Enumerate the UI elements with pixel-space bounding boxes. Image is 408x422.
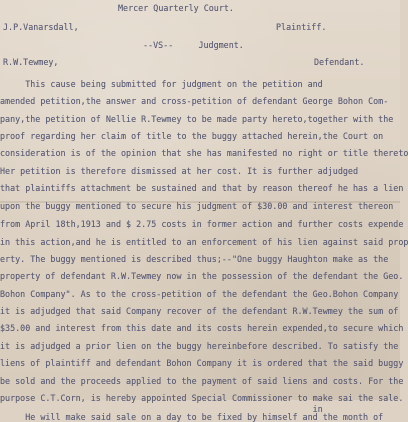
- body-line: purpose C.T.Corn, is hereby appointed Special Commissioner to make sai the sale.: [0, 393, 404, 403]
- court-title: Mercer Quarterly Court.: [118, 3, 234, 13]
- body-line: property of defendant R.W.Tewmey now in the possession of the defendant the Geo.: [0, 271, 404, 281]
- body-line: from April 18th,1913 and $ 2.75 costs in former action and further costs expende: [0, 219, 404, 229]
- defendant-label: Defendant.: [314, 57, 365, 67]
- body-line: proof regarding her claim of title to the buggy attached herein,the Court on: [0, 131, 384, 141]
- body-line: This cause being submitted for judgment on the petition and: [0, 79, 323, 89]
- body-line: amended petition,the answer and cross-petition of defendant George Bohon Com-: [0, 96, 389, 106]
- body-line: it is adjudged that said Company recover of the defendant R.W.Tewmey the sum of: [0, 306, 399, 316]
- body-line: it is adjudged a prior lien on the buggy hereinbefore described. To satisfy the: [0, 341, 399, 351]
- body-line: consideration is of the opinion that she has manifested no right or title thereto: [0, 148, 408, 158]
- body-line: He will make said sale on a day to be fixed by himself and the month of: [0, 412, 384, 422]
- body-line: be sold and the proceeds applied to the payment of said liens and costs. For the: [0, 376, 404, 386]
- body-line: that plaintiffs attachment be sustained and that by reason thereof he has a lien: [0, 183, 404, 193]
- body-line: liens of plaintiff and defendant Bohon Company it is ordered that the said buggy: [0, 358, 404, 368]
- body-line-interlinear: in: [0, 404, 323, 414]
- body-line: upon the buggy mentioned to secure his judgment of $30.00 and interest thereon: [0, 201, 394, 211]
- body-line: $35.00 and interest from this date and its costs herein expended,to secure which: [0, 323, 404, 333]
- body-line: pany,the petition of Nellie R.Tewmey to be made party hereto,together with the: [0, 114, 394, 124]
- body-line: Her petition is therefore dismissed at her cost. It is further adjudged: [0, 166, 358, 176]
- body-line: Bohon Company". As to the cross-petition of the defendant the Geo.Bohon Company: [0, 289, 399, 299]
- plaintiff-label: Plaintiff.: [276, 22, 327, 32]
- body-line: erty. The buggy mentioned is described thus;--"One buggy Haughton make as the: [0, 254, 389, 264]
- body-line: in this action,and he is entitled to an enforcement of his lien against said prop: [0, 237, 408, 247]
- plaintiff-name: J.P.Vanarsdall,: [3, 22, 79, 32]
- defendant-name: R.W.Tewmey,: [3, 57, 59, 67]
- vs-judgment-line: --VS-- Judgment.: [143, 40, 244, 50]
